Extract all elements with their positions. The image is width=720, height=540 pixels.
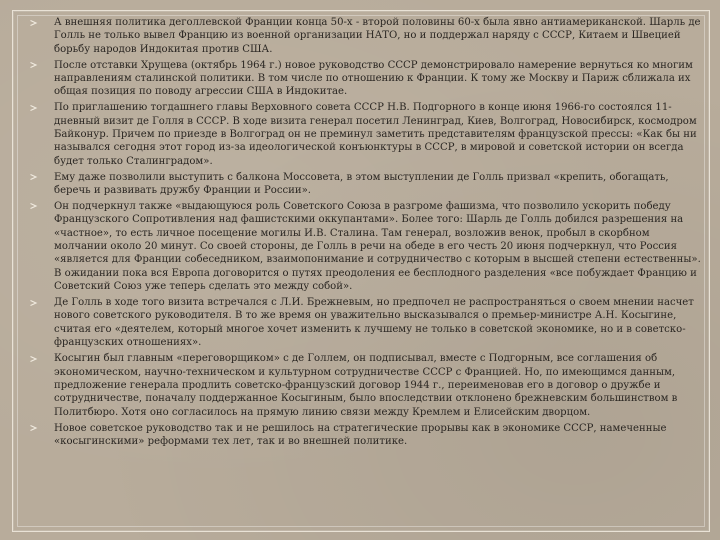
chevron-bullet-icon	[30, 174, 39, 180]
bullet-text: После отставки Хрущева (октябрь 1964 г.) новое руководство СССР демонстрировало намерение вернуться ко многим направлениям сталинской политики. В том числе по отношению к Франции. К тому же Москву и Париж сближала их общая позиция по поводу агрессии США в Индокитае.	[54, 59, 693, 98]
bullet-item	[30, 16, 702, 56]
bullet-text: Де Голль в ходе того визита встречался с Л.И. Брежневым, но предпочел не распространяться о своем мнении насчет нового советского руководителя. В то же время он уважительно высказывался о премьер-министре А.Н. Косыгине, считая его «деятелем, который многое хочет изменить к лучшему не только в советской экономике, но и в советско-французских отношениях».	[54, 297, 694, 349]
bullet-text: Косыгин был главным «переговорщиком» с де Голлем, он подписывал, вместе с Подгорным, все соглашения об экономическом, научно-техническом и культурном сотрудничестве СССР с Францией. Но, по имеющимся данным, предложение генерала продлить советско-французский договор 1944 г., переименовав его в договор о дружбе и сотрудничестве, поначалу поддержанное Косыгиным, было впоследствии отклонено брежневским большинством в Политбюро. Хотя оно согласилось на прямую линию связи между Кремлем и Елисейским дворцом.	[54, 353, 678, 418]
bullet-item	[30, 101, 702, 168]
chevron-bullet-icon	[30, 356, 39, 362]
bullet-text: По приглашению тогдашнего главы Верховного совета СССР Н.В. Подгорного в конце июня 1966-го состоялся 11-дневный визит де Голля в СССР. В ходе визита генерал посетил Ленинград, Киев, Волгоград, Новосибирск, космодром Байконур. Причем по приезде в Волгоград он не преминул заметить представителям французской прессы: «Как бы ни назывался сегодня этот город из-за идеологической конъюнктуры в СССР, в мировой и советской истории он всегда будет только Сталинградом».	[54, 102, 697, 167]
bullet-text: Ему даже позволили выступить с балкона Моссовета, в этом выступлении де Голль призвал «крепить, обогащать, беречь и развивать дружбу Франции и России».	[54, 171, 669, 197]
bullet-text: А внешняя политика деголлевской Франции конца 50-х - второй половины 60-х была явно антиамериканской. Шарль де Голль не только вывел Францию из военной организации НАТО, но и поддержал наряду с СССР, Китаем и Швецией борьбу народов Индокитая против США.	[54, 17, 701, 55]
bullet-item	[30, 296, 702, 350]
chevron-bullet-icon	[30, 20, 39, 26]
bullet-list	[30, 16, 702, 451]
bullet-item	[30, 352, 702, 419]
bullet-item	[30, 59, 702, 99]
bullet-item	[30, 200, 702, 294]
chevron-bullet-icon	[30, 105, 39, 111]
chevron-bullet-icon	[30, 300, 39, 306]
bullet-text: Новое советское руководство так и не решилось на стратегические прорывы как в экономике СССР, намеченные «косыгинскими» реформами тех лет, так и во внешней политике.	[54, 422, 667, 447]
chevron-bullet-icon	[30, 203, 39, 209]
chevron-bullet-icon	[30, 425, 39, 431]
bullet-item	[30, 422, 702, 449]
bullet-text: Он подчеркнул также «выдающуюся роль Советского Союза в разгроме фашизма, что позволило ускорить победу Французского Сопротивления над фашистскими оккупантами». Более того: Шарль де Голль добился разрешения на «частное», то есть личное посещение могилы И.В. Сталина. Там генерал, возложив венок, пробыл в скорбном молчании около 20 минут. Со своей стороны, де Голль в речи на обеде в его честь 20 июня подчеркнул, что Россия «является для Франции собеседником, взаимопонимание и сотрудничество с которым в высшей степени естественны». В ожидании пока вся Европа договорится о путях преодоления ее бесплодного разделения «все побуждает Францию и Советский Союз уже теперь сделать это между собой».	[54, 200, 701, 293]
bullet-item	[30, 171, 702, 198]
chevron-bullet-icon	[30, 62, 39, 68]
